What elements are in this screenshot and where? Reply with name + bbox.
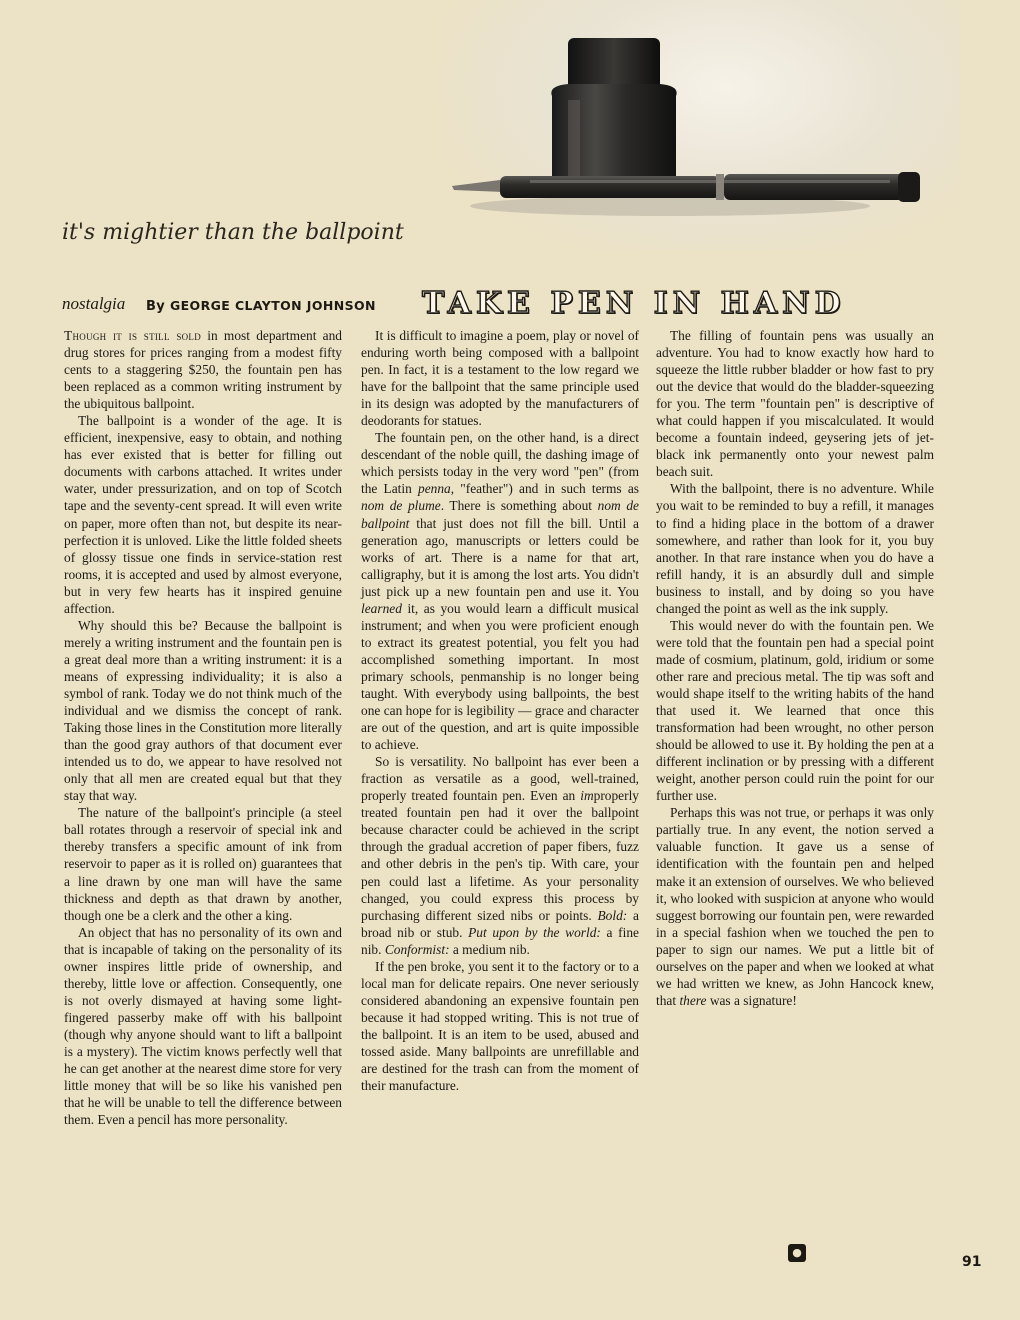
byline-by: By bbox=[146, 299, 166, 314]
lead-in-smallcaps: Though it is still sold bbox=[64, 328, 202, 343]
ink-bottle-and-pen-icon bbox=[440, 0, 960, 250]
paragraph: Perhaps this was not true, or perhaps it was only partially true. In any event, the notion served a valuable function. It gave us a sense of identification with the fountain pen and helped make it an extension of ourselves. We who believed it, who looked with suspicion at anyone who would suggest borrowing our fountain pen, were rewarded in a special fashion when we touched the pen to paper to sign our names. We put a little bit of ourselves on the paper and when we looked at what we had written we knew, as John Hancock knew, that there was a signature! bbox=[656, 805, 934, 1008]
article-title: TAKE PEN IN HAND bbox=[422, 286, 846, 321]
column-1 bbox=[64, 327, 342, 1128]
ink-bottle-pen-photo bbox=[440, 0, 960, 250]
paragraph: So is versatility. No ballpoint has ever been a fraction as versatile as a good, well-trained, properly treated fountain pen. Even an improperly treated fountain pen had it over the ballpoint because character could be achieved in the script through the gradual accretion of paper fibers, fuzz and other debris in the pen's tip. With care, your pen could last a lifetime. As your personality changed, you could express this process by purchasing different sized nibs or points. Bold: a broad nib or stub. Put upon by the world: a fine nib. Conformist: a medium nib. bbox=[361, 754, 639, 957]
paragraph: With the ballpoint, there is no adventure. While you wait to be reminded to buy a refill, it manages to find a hiding place in the bottom of a drawer somewhere, and rather than look for it, you buy another. In that rare instance when you do have a refill handy, it is an absurdly dull and simple business to install, and by doing so you have changed the point as well as the ink supply. bbox=[656, 481, 934, 616]
page-number: 91 bbox=[962, 1254, 982, 1270]
author-name: GEORGE CLAYTON JOHNSON bbox=[169, 298, 376, 313]
paragraph: The ballpoint is a wonder of the age. It is efficient, inexpensive, easy to obtain, and nothing has ever existed that is better for filling out documents with carbons attached. It writes under water, under pressurization, and on top of Scotch tape and the seventy-cent spread. It will even write on paper, more often than not, but despite its near-perfection it is unloved. Like the little folded sheets of glossy tissue one finds in service-station rest rooms, it is accepted and used by almost everyone, but in very few hearts has it inspired genuine affection. bbox=[64, 413, 342, 616]
column-3 bbox=[656, 327, 934, 1009]
paragraph: An object that has no personality of its own and that is incapable of taking on the personality of its owner inspires little pride of ownership, and thereby, little love or affection. Consequently, one is not overly dismayed at having some light-fingered passerby make off with his ballpoint (though why anyone should want to lift a ballpoint is a mystery). The victim knows perfectly well that he can get another at the nearest dime store for very little money that will be so like his vanished pen that he will be unable to tell the difference between them. Even a pencil has more personality. bbox=[64, 924, 342, 1128]
paragraph: The filling of fountain pens was usually an adventure. You had to know exactly how hard to squeeze the little rubber bladder or how fast to pry out the device that would do the bladder-squeezing for you. The term "fountain pen" is descriptive of what could happen if you miscalculated. It would become a fountain indeed, geysering jets of jet-black ink permanently onto your newest palm beach suit. bbox=[656, 328, 934, 480]
paragraph: The fountain pen, on the other hand, is a direct descendant of the noble quill, the dashing image of which persists today in the very word "pen" (from the Latin penna, "feather") and in such terms as nom de plume. There is something about nom de ballpoint that just does not fill the bill. Until a generation ago, manuscripts or letters could be works of art. There is a name for that art, calligraphy, but it is among the lost arts. You didn't just pick up a new fountain pen and use it. You learned it, as you would learn a difficult musical instrument; and when you were proficient enough to extract its greatest potential, you felt you had accomplished something important. In most primary schools, penmanship is no longer being taught. With everybody using ballpoints, the best one can hope for is legibility — grace and character are out of the question, and art is quite impossible to achieve. bbox=[361, 430, 639, 753]
paragraph: The nature of the ballpoint's principle (a steel ball rotates through a reservoir of special ink and thereby transfers a specific amount of ink from reservoir to paper as it is rolled on) guarantees that a line drawn by one man will have the same thickness and depth as that drawn by another, though one be a clerk and the other a king. bbox=[64, 805, 342, 923]
paragraph: It is difficult to imagine a poem, play or novel of enduring worth being composed with a ballpoint pen. In fact, it is a testament to the low regard we have for the ballpoint that the same principle used in its design was adopted by the manufacturers of deodorants for statues. bbox=[361, 328, 639, 429]
byline bbox=[146, 298, 376, 314]
paragraph: Though it is still sold in most department and drug stores for prices ranging from a modest fifty cents to a staggering $250, the fountain pen has been replaced as a common writing instrument by the ubiquitous ballpoint. bbox=[64, 328, 343, 412]
column-2 bbox=[361, 327, 639, 1094]
tagline: it's mightier than the ballpoint bbox=[62, 220, 404, 245]
headline-row bbox=[60, 286, 940, 320]
paragraph: Why should this be? Because the ballpoint is merely a writing instrument and the fountain pen is a great deal more than a writing instrument: it is a means of expressing individuality; it is also a symbol of rank. Today we do not think much of the individual and we dismiss the concept of rank. Taking those lines in the Constitution more literally than the good gray authors of that document ever intended us to do, we appear to have resolved not only that all men are created equal but that they stay that way. bbox=[64, 617, 342, 804]
rabbit-head-logo-icon: ● bbox=[788, 1244, 806, 1262]
paragraph: This would never do with the fountain pen. We were told that the fountain pen had a special point made of cosmium, platinum, gold, iridium or some other rare and precious metal. The tip was soft and would shape itself to the writing habits of the hand that used it. We learned that once this transformation had been wrought, no other person should be allowed to use it. By holding the pen at a different inclination or by pressing with a different weight, another person could ruin the point for our further use. bbox=[656, 617, 934, 804]
paragraph: If the pen broke, you sent it to the factory or to a local man for delicate repairs. One never seriously considered abandoning an expensive fountain pen because it had stopped writing. This is not true of the ballpoint. It is an item to be used, abused and tossed aside. Many ballpoints are unrefillable and are destined for the trash can from the moment of their manufacture. bbox=[361, 958, 639, 1094]
section-kicker: nostalgia bbox=[62, 294, 126, 313]
